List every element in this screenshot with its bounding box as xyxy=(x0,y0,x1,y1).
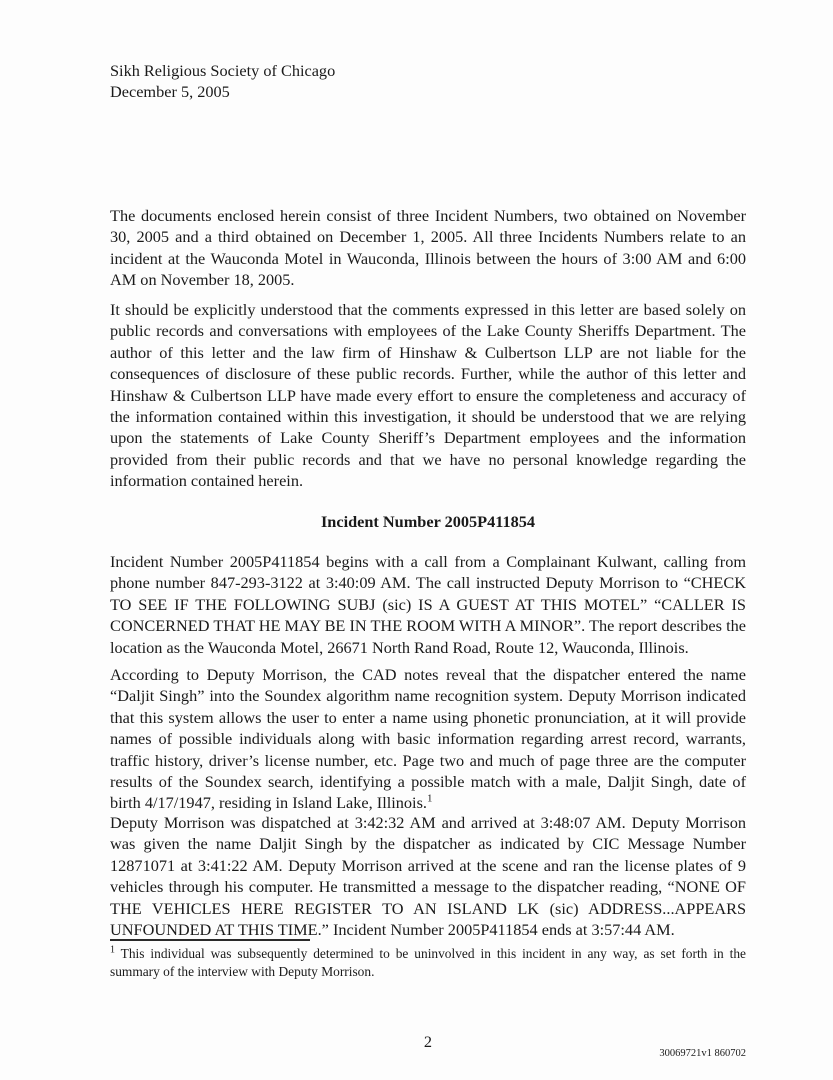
footnote-separator xyxy=(110,939,310,941)
paragraph-text: It should be explicitly understood that the comments expressed in this letter are based solely on public records and conversations with employees of the Lake County Sheriffs Department. The author of this letter and the law firm of Hinshaw & Culbertson LLP are not liable for the consequences of disclosure of these public records. Further, while the author of this letter and Hinshaw & Culbertson LLP have made every effort to ensure the completeness and accuracy of the information contained within this investigation, it should be understood that we are relying upon the statements of Lake County Sheriff’s Department employees and the information provided from their public records and that we have no personal knowledge regarding the information contained herein. xyxy=(110,300,746,491)
intro-paragraph-2 xyxy=(110,299,746,492)
letterhead-date: December 5, 2005 xyxy=(110,82,230,102)
section-heading: Incident Number 2005P411854 xyxy=(320,512,536,531)
intro-paragraph-1 xyxy=(110,205,746,291)
paragraph-text: Incident Number 2005P411854 begins with a call from a Complainant Kulwant, calling from phone number 847-293-3122 at 3:40:09 AM. The call instructed Deputy Morrison to “CHECK TO SEE IF THE FOLLOWING SUBJ (sic) IS A GUEST AT THIS MOTEL” “CALLER IS CONCERNED THAT HE MAY BE IN THE ROOM WITH A MINOR”. The report describes the location as the Wauconda Motel, 26671 North Rand Road, Route 12, Wauconda, Illinois. xyxy=(110,552,746,657)
page-number: 2 xyxy=(423,1032,433,1051)
section-paragraph-2 xyxy=(110,664,746,814)
section-paragraph-1 xyxy=(110,551,746,658)
paragraph-body: According to Deputy Morrison, the CAD notes reveal that the dispatcher entered the name “Daljit Singh” into the Soundex algorithm name recognition system. Deputy Morrison indicated that this system allows the user to enter a name using phonetic pronunciation, at it will provide names of possible individuals along with basic information regarding arrest record, warrants, traffic history, driver’s license number, etc. Page two and much of page three are the computer results of the Soundex search, identifying a possible match with a male, Daljit Singh, date of birth 4/17/1947, residing in Island Lake, Illinois. xyxy=(110,665,746,813)
paragraph-text: The documents enclosed herein consist of three Incident Numbers, two obtained on November 30, 2005 and a third obtained on December 1, 2005. All three Incidents Numbers relate to an incident at the Wauconda Motel in Wauconda, Illinois between the hours of 3:00 AM and 6:00 AM on November 18, 2005. xyxy=(110,206,746,290)
section-paragraph-3 xyxy=(110,812,746,940)
footnote-body: This individual was subsequently determined to be uninvolved in this incident in any way, as set forth in the summary of the interview with Deputy Morrison. xyxy=(110,946,746,979)
footnote xyxy=(110,945,746,981)
footnote-marker: 1 xyxy=(110,944,115,956)
letterhead-organization: Sikh Religious Society of Chicago xyxy=(110,61,336,80)
document-id: 30069721v1 860702 xyxy=(659,1048,746,1059)
letterhead xyxy=(110,60,746,103)
footnote-text xyxy=(110,945,746,981)
paragraph-text: Deputy Morrison was dispatched at 3:42:32 AM and arrived at 3:48:07 AM. Deputy Morrison was given the name Daljit Singh by the dispatcher as indicated by CIC Message Number 12871071 at 3:41:22 AM. Deputy Morrison arrived at the scene and ran the license plates of 9 vehicles through his computer. He transmitted a message to the dispatcher reading, “NONE OF THE VEHICLES HERE REGISTER TO AN ISLAND LK (sic) ADDRESS...APPEARS UNFOUNDED AT THIS TIME.” Incident Number 2005P411854 ends at 3:57:44 AM. xyxy=(110,813,746,940)
paragraph-text xyxy=(110,664,746,814)
footnote-reference: 1 xyxy=(427,793,433,806)
